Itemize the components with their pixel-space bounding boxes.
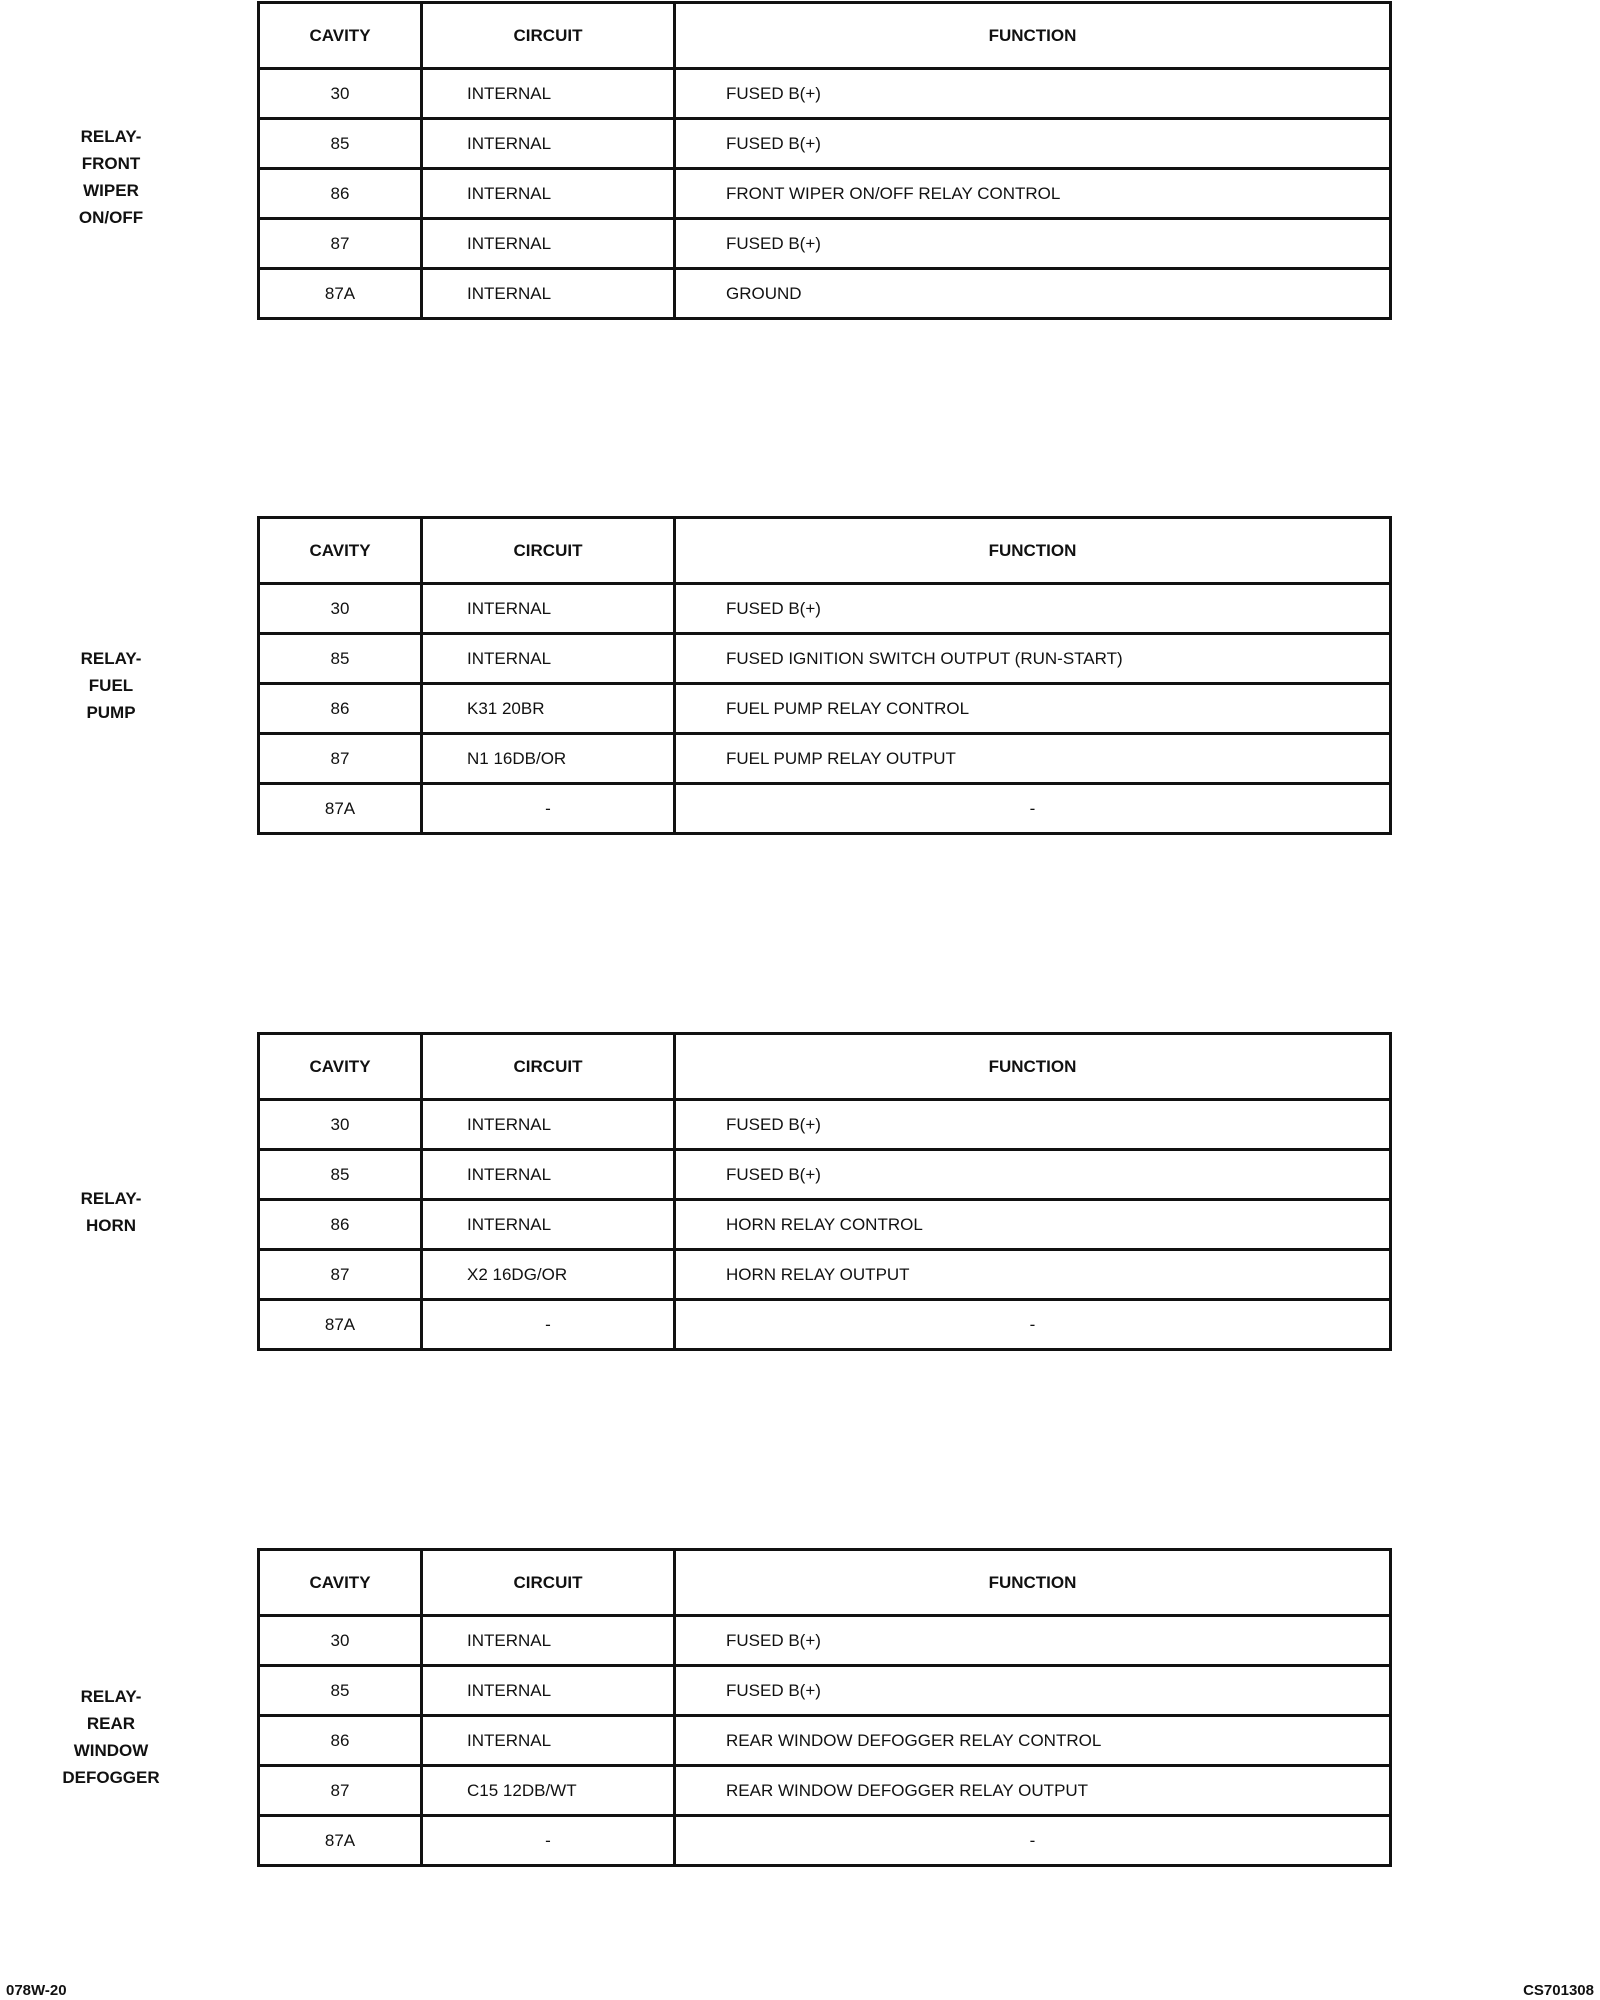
function-cell: FUSED B(+)	[675, 1100, 1391, 1150]
function-cell: FUEL PUMP RELAY OUTPUT	[675, 734, 1391, 784]
relay-label-line: PUMP	[86, 703, 136, 722]
table-row	[259, 634, 1391, 684]
table-row	[259, 584, 1391, 634]
function-header: FUNCTION	[675, 518, 1391, 584]
function-cell: REAR WINDOW DEFOGGER RELAY OUTPUT	[675, 1766, 1391, 1816]
function-cell: FUSED IGNITION SWITCH OUTPUT (RUN-START)	[675, 634, 1391, 684]
circuit-cell: -	[422, 784, 675, 834]
cavity-cell: 87	[259, 1250, 422, 1300]
function-cell: REAR WINDOW DEFOGGER RELAY CONTROL	[675, 1716, 1391, 1766]
circuit-header: CIRCUIT	[422, 1550, 675, 1616]
function-header: FUNCTION	[675, 1550, 1391, 1616]
circuit-cell: N1 16DB/OR	[422, 734, 675, 784]
table-row	[259, 269, 1391, 319]
function-cell: FUEL PUMP RELAY CONTROL	[675, 684, 1391, 734]
function-cell: FRONT WIPER ON/OFF RELAY CONTROL	[675, 169, 1391, 219]
function-cell: FUSED B(+)	[675, 1666, 1391, 1716]
relay-label-line: DEFOGGER	[62, 1768, 160, 1787]
table-row	[259, 69, 1391, 119]
relay-label-line: FRONT	[81, 154, 141, 173]
circuit-header: CIRCUIT	[422, 518, 675, 584]
circuit-cell: INTERNAL	[422, 269, 675, 319]
cavity-cell: 87A	[259, 784, 422, 834]
header-row	[259, 518, 1391, 584]
relay-label	[40, 1683, 182, 1791]
function-cell: FUSED B(+)	[675, 69, 1391, 119]
function-cell: FUSED B(+)	[675, 219, 1391, 269]
table-row	[259, 1200, 1391, 1250]
table-row	[259, 684, 1391, 734]
function-cell: FUSED B(+)	[675, 1150, 1391, 1200]
table-row	[259, 119, 1391, 169]
circuit-cell: INTERNAL	[422, 634, 675, 684]
circuit-cell: INTERNAL	[422, 69, 675, 119]
cavity-cell: 87	[259, 1766, 422, 1816]
cavity-header: CAVITY	[259, 518, 422, 584]
circuit-cell: INTERNAL	[422, 1150, 675, 1200]
function-cell: FUSED B(+)	[675, 119, 1391, 169]
cavity-cell: 87	[259, 734, 422, 784]
table-row	[259, 1666, 1391, 1716]
circuit-cell: INTERNAL	[422, 169, 675, 219]
cavity-cell: 86	[259, 169, 422, 219]
figure-id: CS701308	[1523, 1982, 1594, 1999]
page-id: 078W-20	[6, 1982, 67, 1999]
cavity-cell: 86	[259, 684, 422, 734]
circuit-cell: INTERNAL	[422, 1616, 675, 1666]
header-row	[259, 3, 1391, 69]
cavity-cell: 87A	[259, 1816, 422, 1866]
cavity-cell: 30	[259, 1100, 422, 1150]
relay-label-line: RELAY-	[80, 649, 142, 668]
circuit-cell: -	[422, 1300, 675, 1350]
circuit-cell: INTERNAL	[422, 1716, 675, 1766]
table-row	[259, 1716, 1391, 1766]
function-cell: HORN RELAY OUTPUT	[675, 1250, 1391, 1300]
table-row	[259, 169, 1391, 219]
function-cell: HORN RELAY CONTROL	[675, 1200, 1391, 1250]
circuit-cell: INTERNAL	[422, 1666, 675, 1716]
relay-label-line: WINDOW	[73, 1741, 149, 1760]
relay-label-line: RELAY-	[80, 1189, 142, 1208]
function-cell: -	[675, 784, 1391, 834]
relay-label-line: WIPER	[83, 181, 139, 200]
relay-label-line: HORN	[85, 1216, 137, 1235]
table-row	[259, 1250, 1391, 1300]
function-cell: FUSED B(+)	[675, 584, 1391, 634]
cavity-header: CAVITY	[259, 3, 422, 69]
cavity-cell: 86	[259, 1200, 422, 1250]
cavity-cell: 30	[259, 1616, 422, 1666]
function-cell: FUSED B(+)	[675, 1616, 1391, 1666]
cavity-header: CAVITY	[259, 1550, 422, 1616]
circuit-cell: INTERNAL	[422, 219, 675, 269]
circuit-cell: -	[422, 1816, 675, 1866]
relay-label-line: FUEL	[88, 676, 134, 695]
pinout-table	[257, 1032, 1392, 1351]
table-row	[259, 219, 1391, 269]
circuit-header: CIRCUIT	[422, 3, 675, 69]
relay-label	[40, 123, 182, 231]
table-row	[259, 1816, 1391, 1866]
table-row	[259, 1100, 1391, 1150]
cavity-cell: 85	[259, 1666, 422, 1716]
pinout-table	[257, 1548, 1392, 1867]
table-row	[259, 734, 1391, 784]
function-cell: -	[675, 1300, 1391, 1350]
function-header: FUNCTION	[675, 3, 1391, 69]
table-row	[259, 1150, 1391, 1200]
cavity-cell: 85	[259, 634, 422, 684]
table-row	[259, 1616, 1391, 1666]
circuit-cell: C15 12DB/WT	[422, 1766, 675, 1816]
cavity-cell: 85	[259, 119, 422, 169]
table-row	[259, 1766, 1391, 1816]
table-row	[259, 1300, 1391, 1350]
table-row	[259, 784, 1391, 834]
cavity-header: CAVITY	[259, 1034, 422, 1100]
circuit-cell: INTERNAL	[422, 584, 675, 634]
relay-label-line: ON/OFF	[78, 208, 144, 227]
relay-label-line: RELAY-	[80, 1687, 142, 1706]
circuit-header: CIRCUIT	[422, 1034, 675, 1100]
cavity-cell: 86	[259, 1716, 422, 1766]
relay-label	[40, 1185, 182, 1239]
circuit-cell: X2 16DG/OR	[422, 1250, 675, 1300]
header-row	[259, 1034, 1391, 1100]
cavity-cell: 85	[259, 1150, 422, 1200]
pinout-table	[257, 1, 1392, 320]
relay-label-line: RELAY-	[80, 127, 142, 146]
header-row	[259, 1550, 1391, 1616]
cavity-cell: 87	[259, 219, 422, 269]
function-cell: -	[675, 1816, 1391, 1866]
function-cell: GROUND	[675, 269, 1391, 319]
relay-label	[40, 645, 182, 726]
cavity-cell: 30	[259, 69, 422, 119]
circuit-cell: INTERNAL	[422, 119, 675, 169]
function-header: FUNCTION	[675, 1034, 1391, 1100]
cavity-cell: 87A	[259, 1300, 422, 1350]
pinout-table	[257, 516, 1392, 835]
circuit-cell: INTERNAL	[422, 1200, 675, 1250]
relay-label-line: REAR	[86, 1714, 136, 1733]
circuit-cell: K31 20BR	[422, 684, 675, 734]
circuit-cell: INTERNAL	[422, 1100, 675, 1150]
cavity-cell: 87A	[259, 269, 422, 319]
cavity-cell: 30	[259, 584, 422, 634]
